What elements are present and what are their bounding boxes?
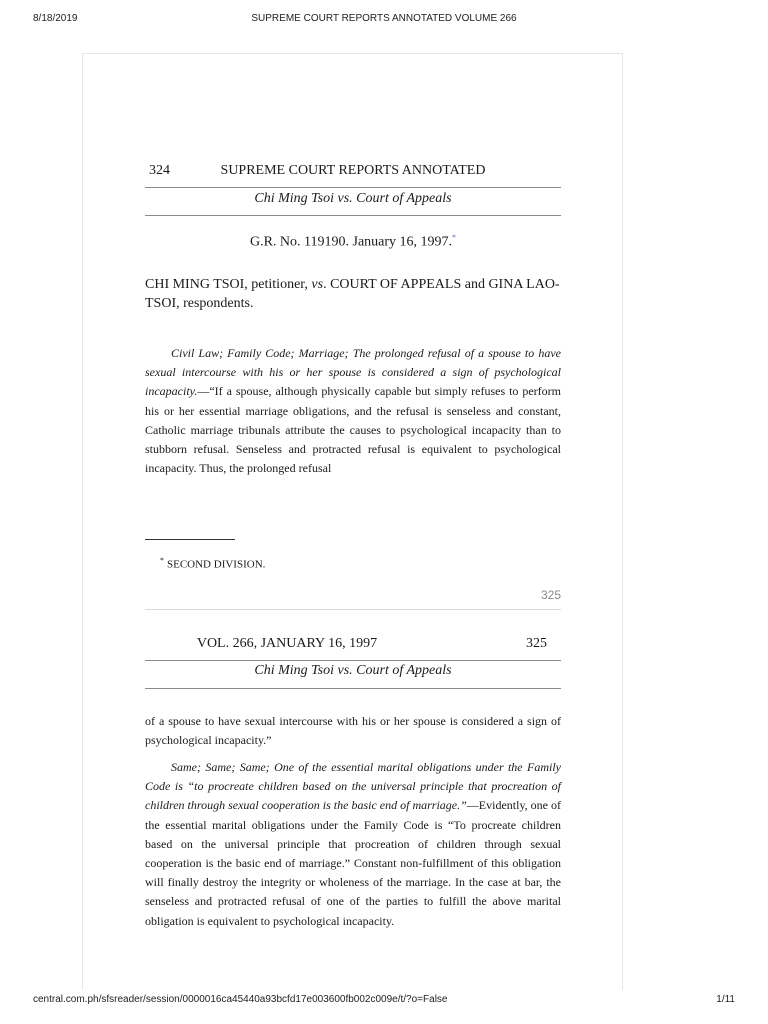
running-head-324 [145, 163, 561, 185]
print-footer [0, 990, 768, 1014]
running-title: VOL. 266, JANUARY 16, 1997 [196, 636, 378, 651]
footnote-marker: * [160, 556, 164, 565]
header-rule [145, 187, 561, 188]
syllabus-lead: Same; Same; Same; One of the essential marital obligations under the Family Code is “to procreate children based on the universal principle that procreation of children through sexual cooperation is the basic end of marriage.” [145, 760, 561, 813]
petitioner-text: CHI MING TSOI, petitioner, [145, 277, 312, 292]
page-divider [145, 609, 561, 610]
print-header [0, 0, 768, 30]
case-title: Chi Ming Tsoi vs. Court of Appeals [254, 663, 452, 678]
syllabus-body: —Evidently, one of the essential marital obligations under the Family Code is “To procreate children based on the universal principle that procreation of children through sexual cooperation is the basic end of marriage.” Constant non-fulfillment of this obligation will finally destroy the integrity or wholeness of the marriage. In the case at bar, the senseless and protracted refusal of one of the parties to fulfill the above marital obligation is equivalent to psychological incapacity. [145, 798, 562, 928]
respondent-text: . COURT OF APPEALS and GINA LAO-TSOI, respondents. [145, 277, 560, 311]
scan-page-number: 325 [540, 588, 561, 602]
versus-text: vs [311, 277, 324, 292]
syllabus-body: —“If a spouse, although physically capable but simply refuses to perform his or her essential marriage obligations, and the refusal is senseless and constant, Catholic marriage tribunals attribute the causes to psychological incapacity than to stubborn refusal. Senseless and protracted refusal is equivalent to psychological incapacity. Thus, the prolonged refusal [145, 384, 561, 476]
gr-number: G.R. No. 119190. January 16, 1997. [249, 234, 453, 250]
page-counter: 1/11 [716, 994, 735, 1005]
syllabus-lead: Civil Law; Family Code; Marriage; The prolonged refusal of a spouse to have sexual intercourse with his or her spouse is considered a sign of psychological incapacity. [145, 346, 561, 399]
syllabus-paragraph [145, 344, 561, 478]
print-date: 8/18/2019 [33, 13, 78, 24]
page-number: 325 [526, 636, 547, 651]
parties [145, 275, 561, 313]
gr-footnote-marker: * [452, 233, 457, 242]
page-url: central.com.ph/sfsreader/session/0000016ca45440a93bcfd17e003600fb002c009e/t/?o=False [33, 994, 448, 1005]
running-head-325 [145, 636, 561, 658]
case-title: Chi Ming Tsoi vs. Court of Appeals [254, 191, 452, 206]
footnote [160, 556, 265, 571]
print-title: SUPREME COURT REPORTS ANNOTATED VOLUME 266 [251, 13, 517, 24]
header-rule [145, 688, 561, 689]
syllabus-paragraph [145, 758, 561, 931]
footnote-text: SECOND DIVISION. [167, 558, 266, 571]
footnote-rule [145, 539, 235, 540]
header-rule [145, 660, 561, 661]
continuation-paragraph: of a spouse to have sexual intercourse with his or her spouse is considered a sign of psychological incapacity.” [145, 714, 561, 748]
page-number: 324 [149, 163, 170, 178]
running-title: SUPREME COURT REPORTS ANNOTATED [220, 163, 486, 178]
gr-number-line [145, 233, 561, 251]
header-rule [145, 215, 561, 216]
